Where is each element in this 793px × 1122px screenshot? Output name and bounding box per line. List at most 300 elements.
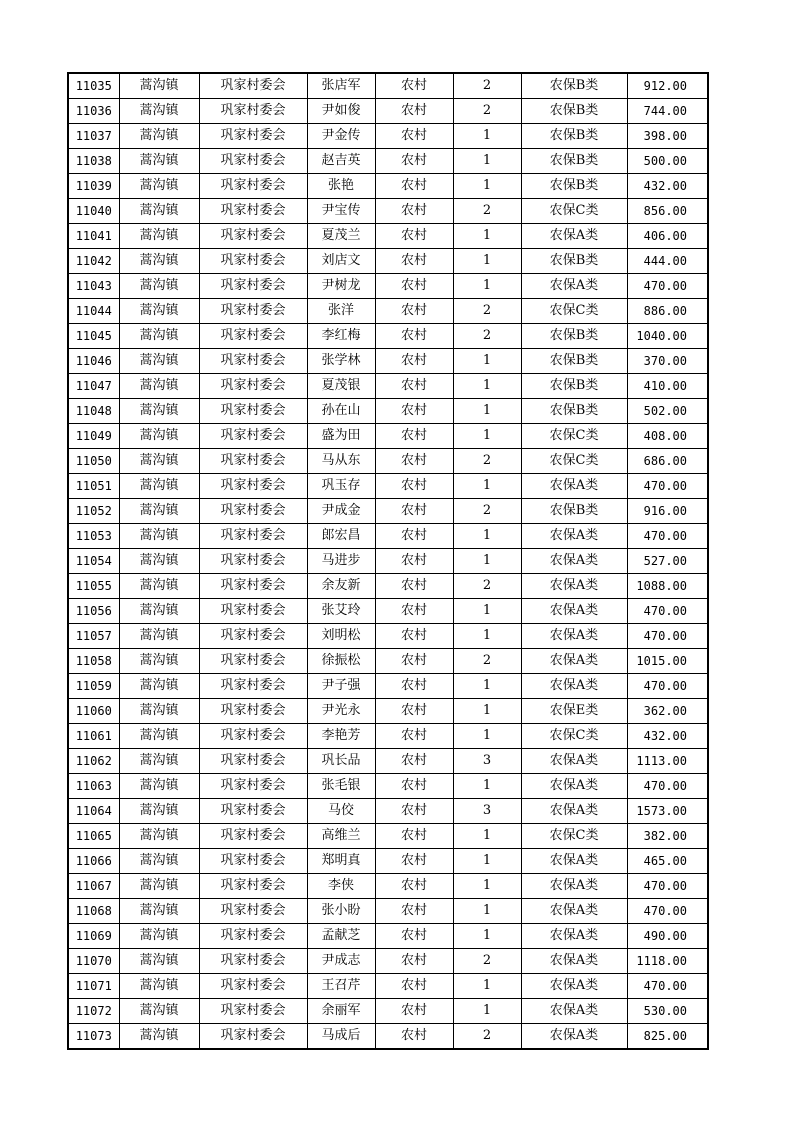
amount-cell: 470.00 xyxy=(627,274,708,299)
household-size-cell: 1 xyxy=(453,374,521,399)
row-id-cell: 11049 xyxy=(68,424,119,449)
amount-cell: 470.00 xyxy=(627,899,708,924)
town-cell: 蒿沟镇 xyxy=(119,199,199,224)
household-size-cell: 1 xyxy=(453,999,521,1024)
village-committee-cell: 巩家村委会 xyxy=(199,774,307,799)
village-committee-cell: 巩家村委会 xyxy=(199,799,307,824)
name-cell: 尹金传 xyxy=(307,124,375,149)
village-committee-cell: 巩家村委会 xyxy=(199,424,307,449)
town-cell: 蒿沟镇 xyxy=(119,1024,199,1050)
table-row xyxy=(68,374,708,399)
village-committee-cell: 巩家村委会 xyxy=(199,899,307,924)
village-committee-cell: 巩家村委会 xyxy=(199,149,307,174)
village-committee-cell: 巩家村委会 xyxy=(199,549,307,574)
insurance-category-cell: 农保B类 xyxy=(521,124,627,149)
household-size-cell: 1 xyxy=(453,274,521,299)
town-cell: 蒿沟镇 xyxy=(119,749,199,774)
amount-cell: 530.00 xyxy=(627,999,708,1024)
town-cell: 蒿沟镇 xyxy=(119,399,199,424)
table-row xyxy=(68,724,708,749)
amount-cell: 406.00 xyxy=(627,224,708,249)
area-type-cell: 农村 xyxy=(375,73,453,99)
area-type-cell: 农村 xyxy=(375,224,453,249)
village-committee-cell: 巩家村委会 xyxy=(199,674,307,699)
household-size-cell: 1 xyxy=(453,599,521,624)
village-committee-cell: 巩家村委会 xyxy=(199,249,307,274)
area-type-cell: 农村 xyxy=(375,399,453,424)
table-row xyxy=(68,474,708,499)
household-size-cell: 1 xyxy=(453,424,521,449)
town-cell: 蒿沟镇 xyxy=(119,449,199,474)
table-row xyxy=(68,799,708,824)
household-size-cell: 1 xyxy=(453,874,521,899)
insurance-category-cell: 农保B类 xyxy=(521,499,627,524)
amount-cell: 886.00 xyxy=(627,299,708,324)
village-committee-cell: 巩家村委会 xyxy=(199,224,307,249)
table-row xyxy=(68,599,708,624)
insurance-category-cell: 农保B类 xyxy=(521,399,627,424)
table-row xyxy=(68,349,708,374)
insurance-category-cell: 农保C类 xyxy=(521,424,627,449)
table-row xyxy=(68,449,708,474)
village-committee-cell: 巩家村委会 xyxy=(199,649,307,674)
name-cell: 刘明松 xyxy=(307,624,375,649)
area-type-cell: 农村 xyxy=(375,874,453,899)
household-size-cell: 1 xyxy=(453,974,521,999)
area-type-cell: 农村 xyxy=(375,274,453,299)
name-cell: 王召芹 xyxy=(307,974,375,999)
insurance-category-cell: 农保A类 xyxy=(521,774,627,799)
row-id-cell: 11073 xyxy=(68,1024,119,1050)
household-size-cell: 1 xyxy=(453,474,521,499)
village-committee-cell: 巩家村委会 xyxy=(199,999,307,1024)
area-type-cell: 农村 xyxy=(375,449,453,474)
household-size-cell: 1 xyxy=(453,524,521,549)
insurance-category-cell: 农保A类 xyxy=(521,649,627,674)
amount-cell: 1118.00 xyxy=(627,949,708,974)
amount-cell: 398.00 xyxy=(627,124,708,149)
household-size-cell: 2 xyxy=(453,499,521,524)
area-type-cell: 农村 xyxy=(375,324,453,349)
amount-cell: 1088.00 xyxy=(627,574,708,599)
table-row xyxy=(68,749,708,774)
amount-cell: 408.00 xyxy=(627,424,708,449)
name-cell: 盛为田 xyxy=(307,424,375,449)
household-size-cell: 2 xyxy=(453,1024,521,1050)
name-cell: 夏茂银 xyxy=(307,374,375,399)
amount-cell: 502.00 xyxy=(627,399,708,424)
household-size-cell: 3 xyxy=(453,799,521,824)
table-body xyxy=(68,73,708,1049)
table-row xyxy=(68,574,708,599)
table-row xyxy=(68,299,708,324)
name-cell: 尹成金 xyxy=(307,499,375,524)
area-type-cell: 农村 xyxy=(375,624,453,649)
table-row xyxy=(68,174,708,199)
town-cell: 蒿沟镇 xyxy=(119,299,199,324)
table-row xyxy=(68,499,708,524)
household-size-cell: 1 xyxy=(453,549,521,574)
area-type-cell: 农村 xyxy=(375,599,453,624)
amount-cell: 916.00 xyxy=(627,499,708,524)
village-committee-cell: 巩家村委会 xyxy=(199,624,307,649)
row-id-cell: 11061 xyxy=(68,724,119,749)
insurance-category-cell: 农保C类 xyxy=(521,299,627,324)
amount-cell: 825.00 xyxy=(627,1024,708,1050)
insurance-category-cell: 农保A类 xyxy=(521,924,627,949)
row-id-cell: 11056 xyxy=(68,599,119,624)
household-size-cell: 2 xyxy=(453,949,521,974)
amount-cell: 432.00 xyxy=(627,724,708,749)
household-size-cell: 2 xyxy=(453,574,521,599)
village-committee-cell: 巩家村委会 xyxy=(199,824,307,849)
town-cell: 蒿沟镇 xyxy=(119,799,199,824)
amount-cell: 465.00 xyxy=(627,849,708,874)
town-cell: 蒿沟镇 xyxy=(119,949,199,974)
insurance-category-cell: 农保A类 xyxy=(521,999,627,1024)
name-cell: 尹如俊 xyxy=(307,99,375,124)
name-cell: 张毛银 xyxy=(307,774,375,799)
insurance-category-cell: 农保A类 xyxy=(521,274,627,299)
village-committee-cell: 巩家村委会 xyxy=(199,749,307,774)
town-cell: 蒿沟镇 xyxy=(119,924,199,949)
town-cell: 蒿沟镇 xyxy=(119,624,199,649)
village-committee-cell: 巩家村委会 xyxy=(199,699,307,724)
town-cell: 蒿沟镇 xyxy=(119,649,199,674)
row-id-cell: 11051 xyxy=(68,474,119,499)
row-id-cell: 11065 xyxy=(68,824,119,849)
insurance-category-cell: 农保A类 xyxy=(521,549,627,574)
row-id-cell: 11045 xyxy=(68,324,119,349)
amount-cell: 362.00 xyxy=(627,699,708,724)
row-id-cell: 11068 xyxy=(68,899,119,924)
row-id-cell: 11044 xyxy=(68,299,119,324)
row-id-cell: 11036 xyxy=(68,99,119,124)
amount-cell: 500.00 xyxy=(627,149,708,174)
row-id-cell: 11035 xyxy=(68,73,119,99)
name-cell: 马从东 xyxy=(307,449,375,474)
row-id-cell: 11043 xyxy=(68,274,119,299)
row-id-cell: 11071 xyxy=(68,974,119,999)
town-cell: 蒿沟镇 xyxy=(119,699,199,724)
name-cell: 李红梅 xyxy=(307,324,375,349)
insurance-category-cell: 农保A类 xyxy=(521,874,627,899)
area-type-cell: 农村 xyxy=(375,799,453,824)
row-id-cell: 11063 xyxy=(68,774,119,799)
household-size-cell: 1 xyxy=(453,624,521,649)
insurance-category-cell: 农保A类 xyxy=(521,224,627,249)
table-row xyxy=(68,99,708,124)
name-cell: 尹子强 xyxy=(307,674,375,699)
area-type-cell: 农村 xyxy=(375,974,453,999)
town-cell: 蒿沟镇 xyxy=(119,824,199,849)
insurance-category-cell: 农保A类 xyxy=(521,574,627,599)
village-committee-cell: 巩家村委会 xyxy=(199,524,307,549)
town-cell: 蒿沟镇 xyxy=(119,374,199,399)
name-cell: 郎宏昌 xyxy=(307,524,375,549)
table-row xyxy=(68,649,708,674)
amount-cell: 470.00 xyxy=(627,624,708,649)
village-committee-cell: 巩家村委会 xyxy=(199,73,307,99)
table-row xyxy=(68,924,708,949)
name-cell: 李侠 xyxy=(307,874,375,899)
area-type-cell: 农村 xyxy=(375,549,453,574)
household-size-cell: 1 xyxy=(453,849,521,874)
amount-cell: 470.00 xyxy=(627,524,708,549)
insurance-category-cell: 农保A类 xyxy=(521,749,627,774)
household-size-cell: 1 xyxy=(453,399,521,424)
row-id-cell: 11060 xyxy=(68,699,119,724)
area-type-cell: 农村 xyxy=(375,824,453,849)
insurance-category-cell: 农保C类 xyxy=(521,449,627,474)
name-cell: 赵吉英 xyxy=(307,149,375,174)
table-row xyxy=(68,524,708,549)
name-cell: 余友新 xyxy=(307,574,375,599)
area-type-cell: 农村 xyxy=(375,424,453,449)
area-type-cell: 农村 xyxy=(375,349,453,374)
name-cell: 张艾玲 xyxy=(307,599,375,624)
area-type-cell: 农村 xyxy=(375,474,453,499)
insurance-category-cell: 农保C类 xyxy=(521,199,627,224)
amount-cell: 470.00 xyxy=(627,774,708,799)
area-type-cell: 农村 xyxy=(375,699,453,724)
area-type-cell: 农村 xyxy=(375,374,453,399)
table-row xyxy=(68,624,708,649)
town-cell: 蒿沟镇 xyxy=(119,974,199,999)
table-row xyxy=(68,549,708,574)
name-cell: 尹宝传 xyxy=(307,199,375,224)
amount-cell: 382.00 xyxy=(627,824,708,849)
name-cell: 张洋 xyxy=(307,299,375,324)
row-id-cell: 11041 xyxy=(68,224,119,249)
household-size-cell: 1 xyxy=(453,174,521,199)
household-size-cell: 1 xyxy=(453,724,521,749)
town-cell: 蒿沟镇 xyxy=(119,549,199,574)
village-committee-cell: 巩家村委会 xyxy=(199,974,307,999)
name-cell: 徐振松 xyxy=(307,649,375,674)
area-type-cell: 农村 xyxy=(375,249,453,274)
household-size-cell: 1 xyxy=(453,699,521,724)
village-committee-cell: 巩家村委会 xyxy=(199,324,307,349)
insurance-category-cell: 农保B类 xyxy=(521,249,627,274)
area-type-cell: 农村 xyxy=(375,99,453,124)
insurance-category-cell: 农保A类 xyxy=(521,474,627,499)
village-committee-cell: 巩家村委会 xyxy=(199,174,307,199)
town-cell: 蒿沟镇 xyxy=(119,574,199,599)
household-size-cell: 2 xyxy=(453,449,521,474)
village-committee-cell: 巩家村委会 xyxy=(199,449,307,474)
amount-cell: 744.00 xyxy=(627,99,708,124)
name-cell: 张小盼 xyxy=(307,899,375,924)
row-id-cell: 11042 xyxy=(68,249,119,274)
row-id-cell: 11053 xyxy=(68,524,119,549)
household-size-cell: 2 xyxy=(453,324,521,349)
village-committee-cell: 巩家村委会 xyxy=(199,924,307,949)
insurance-category-cell: 农保A类 xyxy=(521,974,627,999)
table-row xyxy=(68,699,708,724)
area-type-cell: 农村 xyxy=(375,999,453,1024)
town-cell: 蒿沟镇 xyxy=(119,874,199,899)
amount-cell: 470.00 xyxy=(627,599,708,624)
area-type-cell: 农村 xyxy=(375,499,453,524)
table-row xyxy=(68,324,708,349)
household-size-cell: 1 xyxy=(453,899,521,924)
table-row xyxy=(68,399,708,424)
area-type-cell: 农村 xyxy=(375,949,453,974)
area-type-cell: 农村 xyxy=(375,899,453,924)
row-id-cell: 11072 xyxy=(68,999,119,1024)
name-cell: 尹光永 xyxy=(307,699,375,724)
table-row xyxy=(68,849,708,874)
area-type-cell: 农村 xyxy=(375,149,453,174)
town-cell: 蒿沟镇 xyxy=(119,149,199,174)
table-row xyxy=(68,224,708,249)
town-cell: 蒿沟镇 xyxy=(119,274,199,299)
village-committee-cell: 巩家村委会 xyxy=(199,374,307,399)
town-cell: 蒿沟镇 xyxy=(119,674,199,699)
name-cell: 郑明真 xyxy=(307,849,375,874)
row-id-cell: 11038 xyxy=(68,149,119,174)
town-cell: 蒿沟镇 xyxy=(119,224,199,249)
town-cell: 蒿沟镇 xyxy=(119,599,199,624)
insurance-category-cell: 农保A类 xyxy=(521,949,627,974)
insurance-category-cell: 农保C类 xyxy=(521,724,627,749)
table-row xyxy=(68,999,708,1024)
household-size-cell: 2 xyxy=(453,299,521,324)
name-cell: 夏茂兰 xyxy=(307,224,375,249)
insurance-category-cell: 农保B类 xyxy=(521,374,627,399)
insurance-category-cell: 农保A类 xyxy=(521,849,627,874)
area-type-cell: 农村 xyxy=(375,749,453,774)
table-row xyxy=(68,249,708,274)
table-row xyxy=(68,874,708,899)
town-cell: 蒿沟镇 xyxy=(119,99,199,124)
name-cell: 尹树龙 xyxy=(307,274,375,299)
household-size-cell: 2 xyxy=(453,99,521,124)
insurance-category-cell: 农保A类 xyxy=(521,599,627,624)
name-cell: 张艳 xyxy=(307,174,375,199)
name-cell: 巩玉存 xyxy=(307,474,375,499)
town-cell: 蒿沟镇 xyxy=(119,424,199,449)
household-size-cell: 1 xyxy=(453,924,521,949)
town-cell: 蒿沟镇 xyxy=(119,899,199,924)
table-row xyxy=(68,73,708,99)
insurance-category-cell: 农保B类 xyxy=(521,73,627,99)
name-cell: 余丽军 xyxy=(307,999,375,1024)
insurance-category-cell: 农保B类 xyxy=(521,324,627,349)
area-type-cell: 农村 xyxy=(375,1024,453,1050)
insurance-category-cell: 农保E类 xyxy=(521,699,627,724)
name-cell: 马佼 xyxy=(307,799,375,824)
household-size-cell: 1 xyxy=(453,249,521,274)
row-id-cell: 11058 xyxy=(68,649,119,674)
row-id-cell: 11059 xyxy=(68,674,119,699)
insurance-category-cell: 农保B类 xyxy=(521,349,627,374)
village-committee-cell: 巩家村委会 xyxy=(199,574,307,599)
insurance-category-cell: 农保C类 xyxy=(521,824,627,849)
area-type-cell: 农村 xyxy=(375,574,453,599)
area-type-cell: 农村 xyxy=(375,524,453,549)
area-type-cell: 农村 xyxy=(375,124,453,149)
row-id-cell: 11039 xyxy=(68,174,119,199)
amount-cell: 470.00 xyxy=(627,974,708,999)
village-committee-cell: 巩家村委会 xyxy=(199,99,307,124)
town-cell: 蒿沟镇 xyxy=(119,474,199,499)
amount-cell: 912.00 xyxy=(627,73,708,99)
town-cell: 蒿沟镇 xyxy=(119,849,199,874)
name-cell: 孙在山 xyxy=(307,399,375,424)
table-row xyxy=(68,774,708,799)
area-type-cell: 农村 xyxy=(375,724,453,749)
area-type-cell: 农村 xyxy=(375,649,453,674)
row-id-cell: 11037 xyxy=(68,124,119,149)
insurance-category-cell: 农保B类 xyxy=(521,149,627,174)
amount-cell: 490.00 xyxy=(627,924,708,949)
town-cell: 蒿沟镇 xyxy=(119,999,199,1024)
table-row xyxy=(68,1024,708,1050)
household-size-cell: 2 xyxy=(453,199,521,224)
village-committee-cell: 巩家村委会 xyxy=(199,724,307,749)
insurance-category-cell: 农保A类 xyxy=(521,899,627,924)
area-type-cell: 农村 xyxy=(375,774,453,799)
row-id-cell: 11052 xyxy=(68,499,119,524)
insurance-category-cell: 农保A类 xyxy=(521,624,627,649)
town-cell: 蒿沟镇 xyxy=(119,724,199,749)
amount-cell: 444.00 xyxy=(627,249,708,274)
table-row xyxy=(68,899,708,924)
village-committee-cell: 巩家村委会 xyxy=(199,124,307,149)
town-cell: 蒿沟镇 xyxy=(119,73,199,99)
table-row xyxy=(68,824,708,849)
table-row xyxy=(68,149,708,174)
name-cell: 李艳芳 xyxy=(307,724,375,749)
table-row xyxy=(68,949,708,974)
row-id-cell: 11066 xyxy=(68,849,119,874)
household-size-cell: 2 xyxy=(453,73,521,99)
amount-cell: 370.00 xyxy=(627,349,708,374)
row-id-cell: 11067 xyxy=(68,874,119,899)
area-type-cell: 农村 xyxy=(375,299,453,324)
village-committee-cell: 巩家村委会 xyxy=(199,949,307,974)
household-size-cell: 1 xyxy=(453,824,521,849)
insurance-category-cell: 农保A类 xyxy=(521,524,627,549)
row-id-cell: 11047 xyxy=(68,374,119,399)
amount-cell: 410.00 xyxy=(627,374,708,399)
town-cell: 蒿沟镇 xyxy=(119,524,199,549)
village-committee-cell: 巩家村委会 xyxy=(199,349,307,374)
row-id-cell: 11040 xyxy=(68,199,119,224)
area-type-cell: 农村 xyxy=(375,174,453,199)
name-cell: 刘店文 xyxy=(307,249,375,274)
amount-cell: 1113.00 xyxy=(627,749,708,774)
name-cell: 马进步 xyxy=(307,549,375,574)
village-committee-cell: 巩家村委会 xyxy=(199,849,307,874)
household-size-cell: 1 xyxy=(453,124,521,149)
row-id-cell: 11046 xyxy=(68,349,119,374)
amount-cell: 856.00 xyxy=(627,199,708,224)
village-committee-cell: 巩家村委会 xyxy=(199,499,307,524)
town-cell: 蒿沟镇 xyxy=(119,349,199,374)
town-cell: 蒿沟镇 xyxy=(119,499,199,524)
name-cell: 马成后 xyxy=(307,1024,375,1050)
row-id-cell: 11050 xyxy=(68,449,119,474)
table-row xyxy=(68,974,708,999)
village-committee-cell: 巩家村委会 xyxy=(199,399,307,424)
village-committee-cell: 巩家村委会 xyxy=(199,274,307,299)
data-table-container xyxy=(67,72,707,1050)
row-id-cell: 11057 xyxy=(68,624,119,649)
village-committee-cell: 巩家村委会 xyxy=(199,874,307,899)
